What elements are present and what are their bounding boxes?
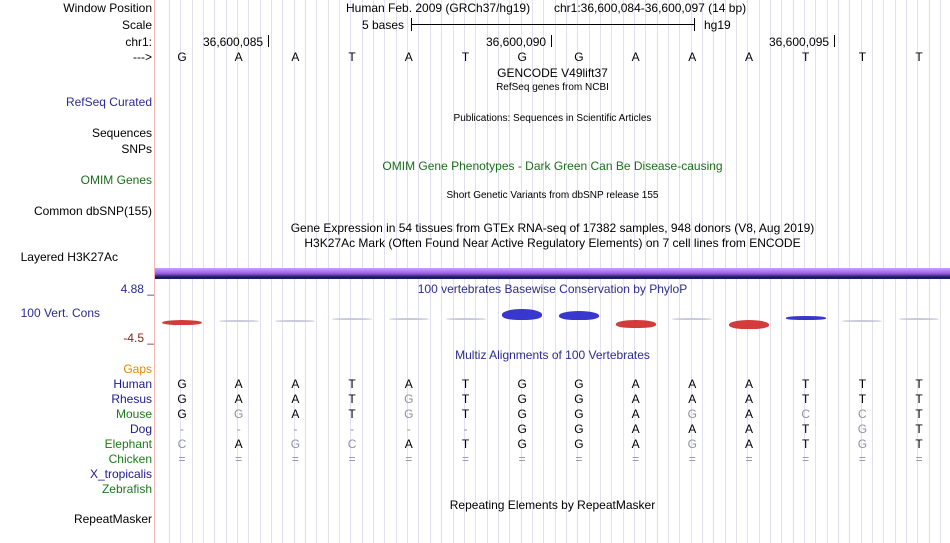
alignment-base: G (517, 377, 527, 391)
alignment-base: = (235, 452, 243, 466)
refseq-track-title[interactable]: RefSeq genes from NCBI (496, 82, 609, 93)
alignment-base: G (687, 437, 697, 451)
alignment-base: A (688, 422, 697, 436)
alignment-base: A (234, 377, 243, 391)
alignment-base: A (234, 392, 243, 406)
species-label[interactable]: Elephant (104, 437, 152, 451)
h3k27ac-signal[interactable] (155, 268, 950, 277)
assembly-title: Human Feb. 2009 (GRCh37/hg19) (346, 1, 531, 15)
alignment-base: G (234, 407, 244, 421)
alignment-base: A (404, 377, 413, 391)
alignment-base: T (348, 377, 356, 391)
alignment-base: G (574, 377, 584, 391)
alignment-base: T (802, 422, 810, 436)
phylop-letter (275, 320, 315, 322)
h3k27ac-label[interactable]: Layered H3K27Ac (20, 250, 118, 264)
alignment-base: G (857, 422, 868, 436)
alignment-base: G (574, 407, 584, 421)
alignment-base: G (177, 407, 187, 421)
sequence-base: G (574, 50, 584, 64)
alignment-base: G (517, 392, 527, 406)
alignment-base: T (858, 377, 867, 391)
alignment-base: A (631, 377, 640, 391)
alignment-base: = (518, 452, 526, 466)
species-label[interactable]: Chicken (108, 452, 152, 466)
scale-db: hg19 (704, 18, 731, 32)
phylop-letter (502, 309, 542, 320)
alignment-base: = (291, 452, 299, 466)
phylop-letter (672, 318, 712, 320)
sequences-label[interactable]: Sequences (91, 126, 152, 140)
alignment-base: C (177, 437, 187, 451)
alignment-base: T (461, 377, 470, 391)
alignment-base: A (404, 437, 413, 451)
alignment-base: A (234, 437, 243, 451)
phylop-letter (786, 316, 826, 320)
alignment-base: A (291, 392, 300, 406)
alignment-base: G (290, 437, 301, 451)
omim-genes-label[interactable]: OMIM Genes (80, 173, 152, 187)
alignment-base: T (915, 377, 923, 391)
alignment-base: T (461, 392, 470, 406)
alignment-base: = (688, 452, 696, 466)
alignment-base: C (347, 437, 357, 451)
h3k27ac-track-title[interactable]: H3K27Ac Mark (Often Found Near Active Regulatory Elements) on 7 cell lines from ENCODE (304, 236, 801, 250)
multiz-track-title[interactable]: Multiz Alignments of 100 Vertebrates (455, 348, 650, 362)
alignment-base: G (574, 392, 584, 406)
window-position-label: Window Position (63, 1, 152, 15)
species-label[interactable]: Rhesus (111, 392, 152, 406)
species-label[interactable]: Human (113, 377, 152, 391)
alignment-base: = (915, 452, 923, 466)
alignment-base: G (687, 407, 697, 421)
phylop-letter (332, 318, 372, 320)
alignment-base: G (404, 392, 414, 406)
alignment-base: A (744, 392, 753, 406)
phylop-letter (389, 318, 429, 320)
alignment-base: A (744, 437, 753, 451)
sequence-base: A (688, 50, 697, 64)
species-label[interactable]: Mouse (115, 407, 152, 421)
refseq-curated-label[interactable]: RefSeq Curated (65, 95, 152, 109)
alignment-base: T (461, 437, 470, 451)
sequence-base: A (234, 50, 243, 64)
sequence-base: G (177, 50, 187, 64)
alignment-base: T (915, 392, 923, 406)
phylop-letter (559, 311, 599, 320)
alignment-base: A (631, 437, 640, 451)
omim-track-title[interactable]: OMIM Gene Phenotypes - Dark Green Can Be Disease-causing (382, 159, 723, 173)
alignment-base: T (802, 437, 810, 451)
chrom-label: chr1: (125, 35, 152, 49)
alignment-base: = (802, 452, 810, 466)
alignment-base: = (745, 452, 753, 466)
alignment-base: A (744, 377, 753, 391)
phylop-letter (899, 318, 939, 320)
gencode-track-title[interactable]: GENCODE V49lift37 (497, 66, 608, 80)
phylop-letter (219, 320, 259, 322)
sequence-base: T (858, 50, 867, 64)
alignment-base: T (858, 392, 867, 406)
alignment-base: A (744, 407, 753, 421)
alignment-base: - (180, 422, 184, 436)
sequence-base: A (404, 50, 413, 64)
phylop-letter (446, 318, 486, 320)
alignment-base: A (688, 377, 697, 391)
species-label[interactable]: Zebrafish (101, 482, 152, 496)
sequence-base: G (517, 50, 527, 64)
alignment-base: = (461, 452, 469, 466)
dbsnp-label[interactable]: Common dbSNP(155) (33, 204, 152, 218)
snps-label[interactable]: SNPs (121, 142, 152, 156)
alignment-base: G (574, 422, 584, 436)
tick-label: 36,600,095 (769, 35, 830, 49)
alignment-base: T (461, 407, 470, 421)
sequence-base: T (461, 50, 470, 64)
dbsnp-track-title[interactable]: Short Genetic Variants from dbSNP release 155 (446, 190, 659, 201)
alignment-base: G (517, 422, 527, 436)
alignment-base: - (350, 422, 355, 436)
repeatmasker-label[interactable]: RepeatMasker (73, 512, 152, 526)
alignment-base: C (801, 407, 811, 421)
position-readout: chr1:36,600,084-36,600,097 (14 bp) (554, 1, 747, 15)
alignment-base: - (463, 422, 468, 436)
alignment-base: C (858, 407, 867, 421)
alignment-base: - (236, 422, 241, 436)
alignment-base: A (631, 392, 640, 406)
phylop-letter (842, 320, 882, 322)
alignment-base: G (177, 392, 187, 406)
alignment-base: T (915, 407, 923, 421)
publications-track-title[interactable]: Publications: Sequences in Scientific Articles (453, 113, 652, 124)
alignment-base: G (857, 437, 868, 451)
alignment-base: G (517, 437, 527, 451)
alignment-base: = (348, 452, 356, 466)
alignment-base: T (915, 437, 923, 451)
alignment-base: G (574, 437, 584, 451)
phylop-track-title[interactable]: 100 vertebrates Basewise Conservation by PhyloP (417, 282, 688, 296)
alignment-base: T (802, 377, 810, 391)
gtex-track-title[interactable]: Gene Expression in 54 tissues from GTEx RNA-seq of 17382 samples, 948 donors (V8, Aug 2019) (290, 221, 815, 235)
strand-label: ---> (133, 50, 152, 64)
alignment-base: = (858, 452, 866, 466)
species-label[interactable]: X_tropicalis (89, 467, 152, 481)
alignment-base: T (802, 392, 810, 406)
alignment-base: = (575, 452, 583, 466)
sequence-base: A (744, 50, 753, 64)
phylop-letter (616, 320, 656, 328)
sequence-base: T (348, 50, 356, 64)
sequence-base: T (915, 50, 923, 64)
phylop-max-label: 4.88 _ (120, 282, 154, 296)
alignment-base: A (744, 422, 753, 436)
alignment-base: = (178, 452, 186, 466)
phylop-track-label[interactable]: 100 Vert. Cons (20, 306, 100, 320)
track-label-panel (0, 0, 154, 543)
alignment-base: T (915, 422, 923, 436)
alignment-base: G (404, 407, 414, 421)
alignment-base: A (291, 407, 300, 421)
alignment-base: A (631, 407, 640, 421)
alignment-base: G (517, 407, 527, 421)
alignment-base: G (177, 377, 187, 391)
repeatmasker-track-title[interactable]: Repeating Elements by RepeatMasker (449, 498, 656, 512)
alignment-base: A (688, 392, 697, 406)
gaps-label: Gaps (123, 362, 152, 376)
alignment-base: - (406, 422, 411, 436)
phylop-min-label: -4.5 _ (123, 331, 154, 345)
sequence-base: A (291, 50, 300, 64)
alignment-base: A (291, 377, 300, 391)
tick-label: 36,600,090 (486, 35, 547, 49)
h3k27ac-baseline (155, 277, 950, 279)
alignment-base: T (348, 407, 356, 421)
tick-label: 36,600,085 (203, 35, 264, 49)
alignment-base: T (348, 392, 356, 406)
alignment-base: = (632, 452, 640, 466)
species-label[interactable]: Dog (129, 422, 152, 436)
alignment-base: = (405, 452, 413, 466)
scale-label: Scale (121, 18, 152, 32)
alignment-base: A (631, 422, 640, 436)
scale-text: 5 bases (362, 18, 405, 32)
alignment-base: - (293, 422, 298, 436)
sequence-base: A (631, 50, 640, 64)
sequence-base: T (802, 50, 810, 64)
phylop-letter (729, 320, 769, 329)
